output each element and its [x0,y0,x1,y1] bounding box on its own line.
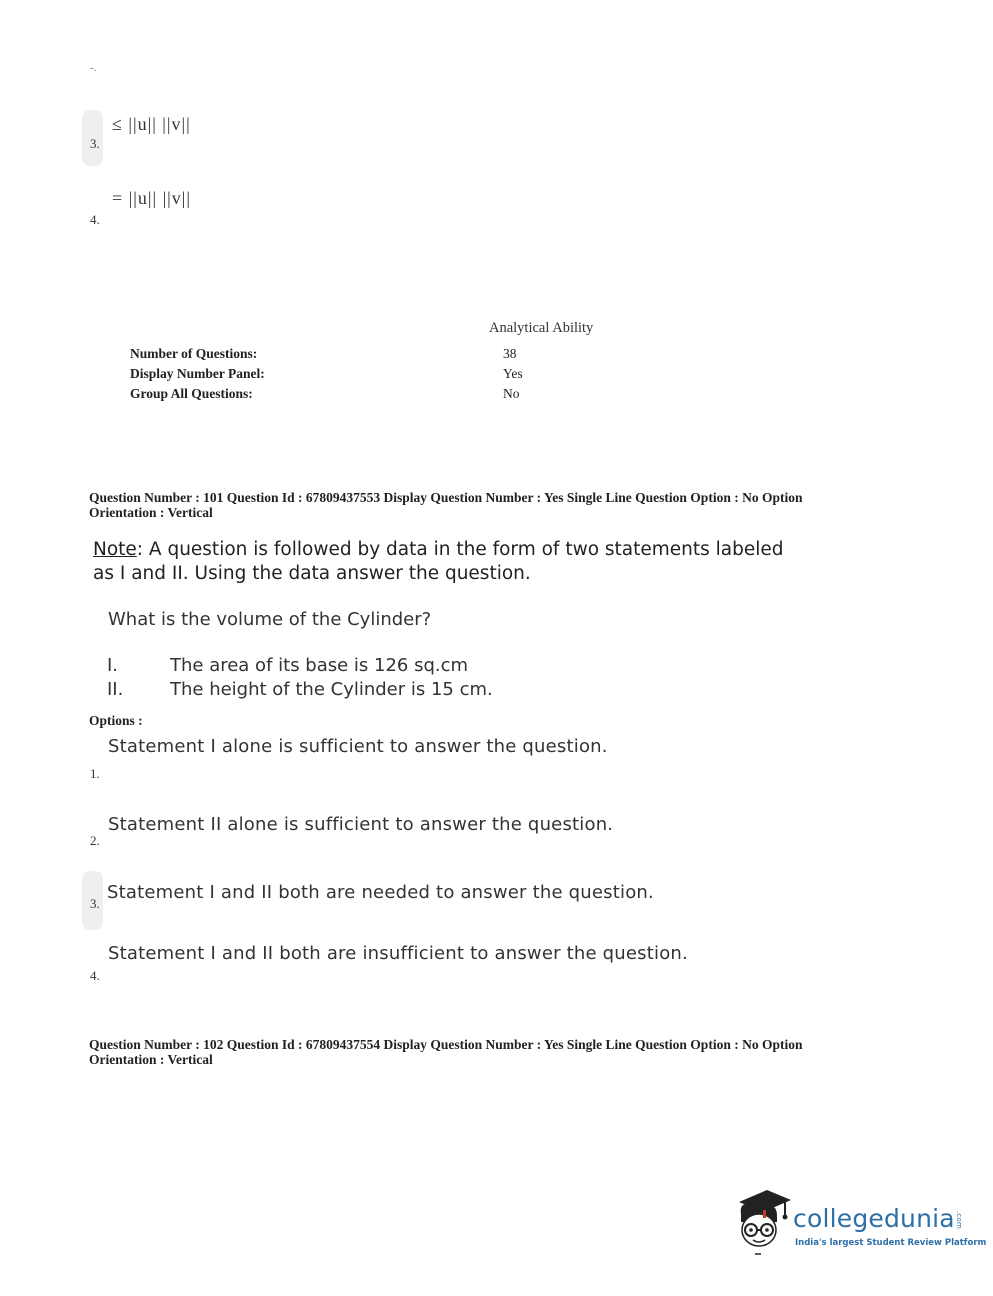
q101-option-4-number: 4. [90,968,100,983]
section-value-display-number-panel: Yes [503,366,523,381]
logo-suffix: .com [954,1211,963,1229]
q101-statement-1-text: The area of its base is 126 sq.cm [170,655,469,676]
q102-meta-line-2: Orientation : Vertical [89,1052,213,1067]
q101-statement-2-numeral: II. [107,679,124,700]
q101-option-3-number: 3. [90,896,100,911]
q101-option-3-text: Statement I and II both are needed to answer the question. [107,882,654,903]
q101-note-text-2: as I and II. Using the data answer the question. [93,563,531,584]
logo-tagline: India's largest Student Review Platform [795,1238,987,1248]
section-label-number-of-questions: Number of Questions: [130,346,258,361]
q101-option-2-text: Statement II alone is sufficient to answer the question. [108,814,614,835]
q101-option-2-number: 2. [90,833,100,848]
q101-note [93,539,784,560]
collegedunia-logo [733,1188,987,1260]
prev-option-4-expression: = ||u|| ||v|| [112,188,191,208]
section-value-group-all-questions: No [503,386,520,401]
q101-statement-1-numeral: I. [107,655,119,676]
q101-option-4-text: Statement I and II both are insufficient to answer the question. [108,943,688,964]
section-name: Analytical Ability [489,320,594,336]
prev-option-4-number: 4. [90,212,100,227]
q102-meta-line-1: Question Number : 102 Question Id : 67809437554 Display Question Number : Yes Single Line Question Option : No Option [89,1037,803,1052]
q101-meta-line-1: Question Number : 101 Question Id : 67809437553 Display Question Number : Yes Single Line Question Option : No Option [89,490,803,505]
section-label-display-number-panel: Display Number Panel: [130,366,265,381]
q101-options-label: Options : [89,713,143,728]
section-label-group-all-questions: Group All Questions: [130,386,253,401]
section-value-number-of-questions: 38 [503,346,517,361]
q101-meta-line-2: Orientation : Vertical [89,505,213,520]
q101-note-label: Note [93,539,137,560]
logo-wordmark: collegedunia.com [793,1204,963,1233]
q101-option-1-text: Statement I alone is sufficient to answer the question. [108,736,608,757]
prev-option-3-expression: ≤ ||u|| ||v|| [112,114,191,134]
prev-option-3-number: 3. [90,136,100,151]
student-mascot-icon [733,1188,793,1258]
q101-question-text: What is the volume of the Cylinder? [108,609,432,630]
q101-statement-2-text: The height of the Cylinder is 15 cm. [170,679,493,700]
q101-note-text-1: : A question is followed by data in the form of two statements labeled [136,539,784,560]
q101-option-1-number: 1. [90,766,100,781]
page-mark: -. [90,62,97,74]
